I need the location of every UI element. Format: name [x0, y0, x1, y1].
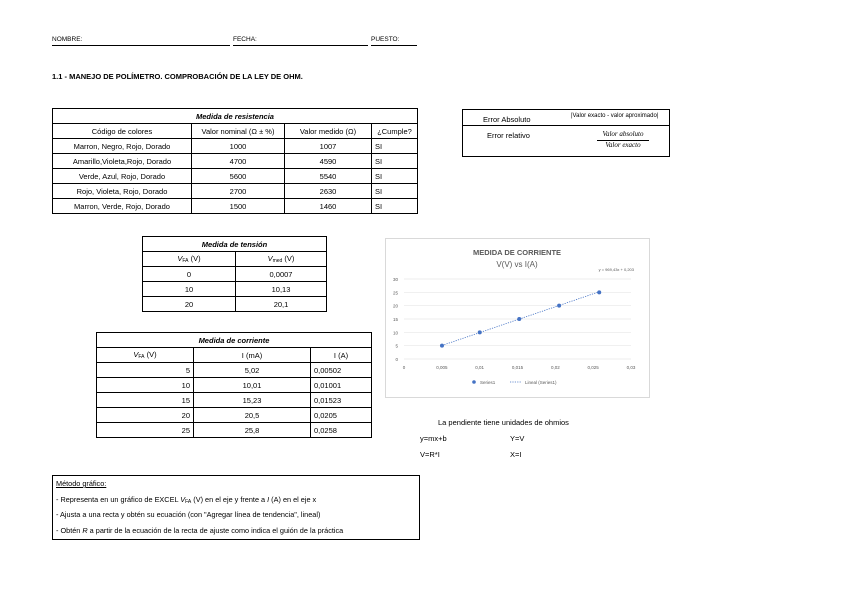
cell: 20 [143, 297, 236, 312]
eq-x: X=I [510, 450, 522, 459]
cell: Marron, Negro, Rojo, Dorado [53, 139, 192, 154]
puesto-label: PUESTO: [371, 36, 400, 43]
cell: 0,0258 [311, 423, 372, 438]
cell: 0,01523 [311, 393, 372, 408]
nombre-label: NOMBRE: [52, 36, 83, 43]
cell: 25 [97, 423, 194, 438]
cell: 10 [97, 378, 194, 393]
cell: 25,8 [194, 423, 311, 438]
col-medido: Valor medido (Ω) [285, 124, 372, 139]
error-rel-num: Valor absoluto [602, 130, 644, 138]
data-point [478, 330, 482, 334]
y-tick-label: 0 [395, 357, 398, 362]
fecha-label: FECHA: [233, 36, 257, 43]
cell: Marron, Verde, Rojo, Dorado [53, 199, 192, 214]
chart-title: MEDIDA DE CORRIENTE [472, 248, 562, 257]
cell: 1007 [285, 139, 372, 154]
cell: 1460 [285, 199, 372, 214]
cell: 20 [97, 408, 194, 423]
eq-line: y=mx+b [420, 434, 447, 443]
col-ia: I (A) [311, 348, 372, 363]
cell: 0 [143, 267, 236, 282]
legend-label-series1: Series1 [480, 380, 496, 385]
x-tick-label: 0,015 [511, 365, 524, 370]
table-row [97, 408, 372, 423]
cell: SI [372, 139, 418, 154]
cell: 5600 [192, 169, 285, 184]
cell: 2700 [192, 184, 285, 199]
corriente-caption: Medida de corriente [97, 333, 372, 348]
col-nominal: Valor nominal (Ω ± %) [192, 124, 285, 139]
col-codigo: Código de colores [53, 124, 192, 139]
chart-svg [386, 239, 649, 397]
x-tick-label: 0,005 [436, 365, 448, 370]
corriente-chart[interactable] [385, 238, 650, 398]
cell: Amarillo,Violeta,Rojo, Dorado [53, 154, 192, 169]
error-rel-den: Valor exacto [605, 141, 641, 149]
cell: Rojo, Violeta, Rojo, Dorado [53, 184, 192, 199]
col-vmed: $V_{med}$ (V) [236, 252, 327, 267]
cell: 10,01 [194, 378, 311, 393]
metodo-line-1: - Representa en un gráfico de EXCEL $V_{FA}$ (V) en el eje y frente a I (A) en el eje x [56, 494, 317, 505]
cell: 2630 [285, 184, 372, 199]
data-point [597, 290, 601, 294]
cell: 15 [97, 393, 194, 408]
legend-marker-series1 [472, 380, 476, 384]
tension-caption: Medida de tensión [143, 237, 327, 252]
resistencia-table [52, 108, 418, 214]
puesto-line [371, 45, 417, 46]
x-tick-label: 0,025 [587, 365, 599, 370]
cell: SI [372, 154, 418, 169]
data-point [517, 317, 521, 321]
data-point [557, 304, 561, 308]
cell: 0,0007 [236, 267, 327, 282]
col-vfa: $V_{FA}$ (V) [143, 252, 236, 267]
cell: Verde, Azul, Rojo, Dorado [53, 169, 192, 184]
x-tick-label: 0,02 [550, 365, 560, 370]
cell: 1000 [192, 139, 285, 154]
cell: 5540 [285, 169, 372, 184]
table-row [143, 282, 327, 297]
table-row [97, 363, 372, 378]
table-row [97, 423, 372, 438]
corriente-table [96, 332, 372, 438]
data-point [440, 344, 444, 348]
cell: SI [372, 169, 418, 184]
metodo-line-2: - Ajusta a una recta y obtén su ecuación (con "Agregar línea de tendencia", lineal) [56, 510, 321, 519]
y-tick-label: 15 [392, 317, 398, 322]
error-rel-label: Error relativo [487, 131, 530, 140]
col-cumple: ¿Cumple? [372, 124, 418, 139]
eq-ohm: V=R*I [420, 450, 440, 459]
table-row [53, 139, 418, 154]
y-tick-label: 30 [392, 277, 398, 282]
y-tick-label: 20 [392, 303, 398, 309]
x-tick-label: 0 [402, 365, 406, 370]
fecha-line [233, 45, 368, 46]
error-abs-formula: |Valor exacto - valor aproximado| [571, 113, 659, 119]
trendline-equation: y = 969,43x + 0,203 [598, 267, 634, 272]
cell: 5 [97, 363, 194, 378]
tension-table [142, 236, 327, 312]
x-tick-label: 0,01 [475, 365, 485, 370]
chart-subtitle: V(V) vs I(A) [496, 260, 538, 269]
table-row [143, 267, 327, 282]
metodo-box [52, 475, 420, 540]
cell: 20,5 [194, 408, 311, 423]
pendiente-note: La pendiente tiene unidades de ohmios [438, 418, 569, 427]
metodo-title: Método gráfico: [56, 479, 107, 488]
legend-label-trend: Lineal (Series1) [525, 380, 557, 385]
col-ima: I (mA) [194, 348, 311, 363]
cell: 15,23 [194, 393, 311, 408]
table-row [97, 393, 372, 408]
table-row [53, 169, 418, 184]
table-row [53, 184, 418, 199]
y-tick-label: 10 [392, 330, 398, 336]
cell: 4590 [285, 154, 372, 169]
y-tick-label: 5 [395, 343, 398, 349]
cell: 10,13 [236, 282, 327, 297]
cell: 5,02 [194, 363, 311, 378]
error-divider [463, 125, 669, 126]
resistencia-caption: Medida de resistencia [53, 109, 418, 124]
y-tick-label: 25 [392, 290, 398, 296]
cell: 1500 [192, 199, 285, 214]
cell: SI [372, 199, 418, 214]
x-tick-label: 0,03 [626, 365, 636, 370]
table-row [53, 154, 418, 169]
col-vfa: $V_{FA}$ (V) [97, 348, 194, 363]
error-abs-label: Error Absoluto [483, 115, 531, 124]
table-row [53, 199, 418, 214]
table-row [143, 297, 327, 312]
cell: 0,0205 [311, 408, 372, 423]
eq-y: Y=V [510, 434, 525, 443]
page-title: 1.1 - MANEJO DE POLÍMETRO. COMPROBACIÓN DE LA LEY DE OHM. [52, 72, 303, 81]
cell: 10 [143, 282, 236, 297]
metodo-line-3: - Obtén R a partir de la ecuación de la recta de ajuste como indica el guión de la práctica [56, 525, 344, 535]
cell: 4700 [192, 154, 285, 169]
error-box [462, 109, 670, 157]
cell: 0,00502 [311, 363, 372, 378]
table-row [97, 378, 372, 393]
cell: SI [372, 184, 418, 199]
nombre-line [52, 45, 230, 46]
cell: 20,1 [236, 297, 327, 312]
cell: 0,01001 [311, 378, 372, 393]
